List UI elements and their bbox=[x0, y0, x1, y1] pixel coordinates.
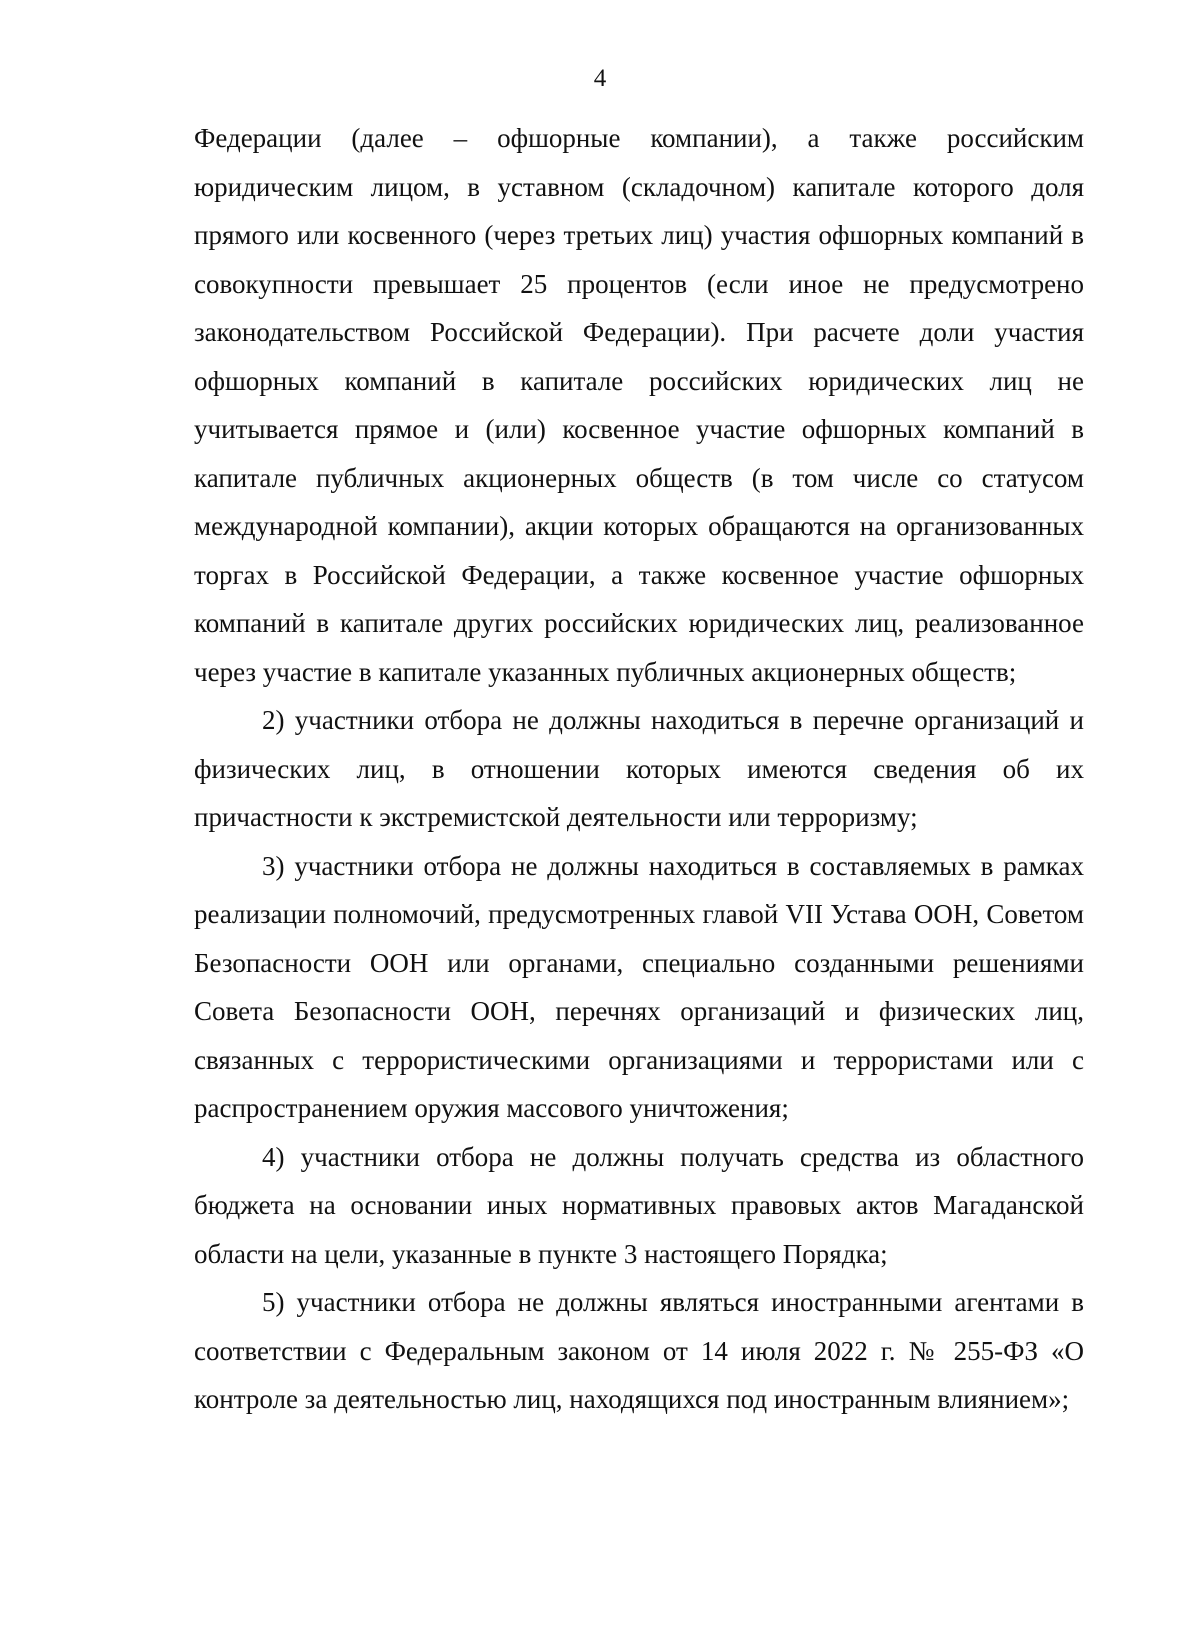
paragraph-item-3: 3) участники отбора не должны находиться в составляемых в рамках реализации полномочий, предусмотренных главой VII Устава ООН, Советом Безопасности ООН или органами, специально созданными решениями Совета Безопасности ООН, перечнях организаций и физических лиц, связанных с террористическими организациями и террористами или с распространением оружия массового уничтожения; bbox=[194, 850, 1084, 1123]
paragraph-continuation: Федерации (далее – офшорные компании), а также российским юридическим лицом, в уставном (складочном) капитале которого доля прямого или косвенного (через третьих лиц) участия офшорных компаний в совокупности превышает 25 процентов (если иное не предусмотрено законодательством Российской Федерации). При расчете доли участия офшорных компаний в капитале российских юридических лиц не учитывается прямое и (или) косвенное участие офшорных компаний в капитале публичных акционерных обществ (в том числе со статусом международной компании), акции которых обращаются на организованных торгах в Российской Федерации, а также косвенное участие офшорных компаний в капитале других российских юридических лиц, реализованное через участие в капитале указанных публичных акционерных обществ; bbox=[194, 123, 1084, 687]
paragraph-item-2: 2) участники отбора не должны находиться в перечне организаций и физических лиц, в отношении которых имеются сведения об их причастности к экстремистской деятельности или терроризму; bbox=[194, 705, 1084, 832]
page-number: 4 bbox=[593, 65, 607, 92]
paragraph-item-4: 4) участники отбора не должны получать средства из областного бюджета на основании иных нормативных правовых актов Магаданской области на цели, указанные в пункте 3 настоящего Порядка; bbox=[194, 1141, 1084, 1269]
paragraph-item-5: 5) участники отбора не должны являться иностранными агентами в соответствии с Федеральным законом от 14 июля 2022 г. № 255-ФЗ «О контроле за деятельностью лиц, находящихся под иностранным влиянием»; bbox=[194, 1287, 1084, 1414]
document-body bbox=[194, 114, 1084, 1424]
